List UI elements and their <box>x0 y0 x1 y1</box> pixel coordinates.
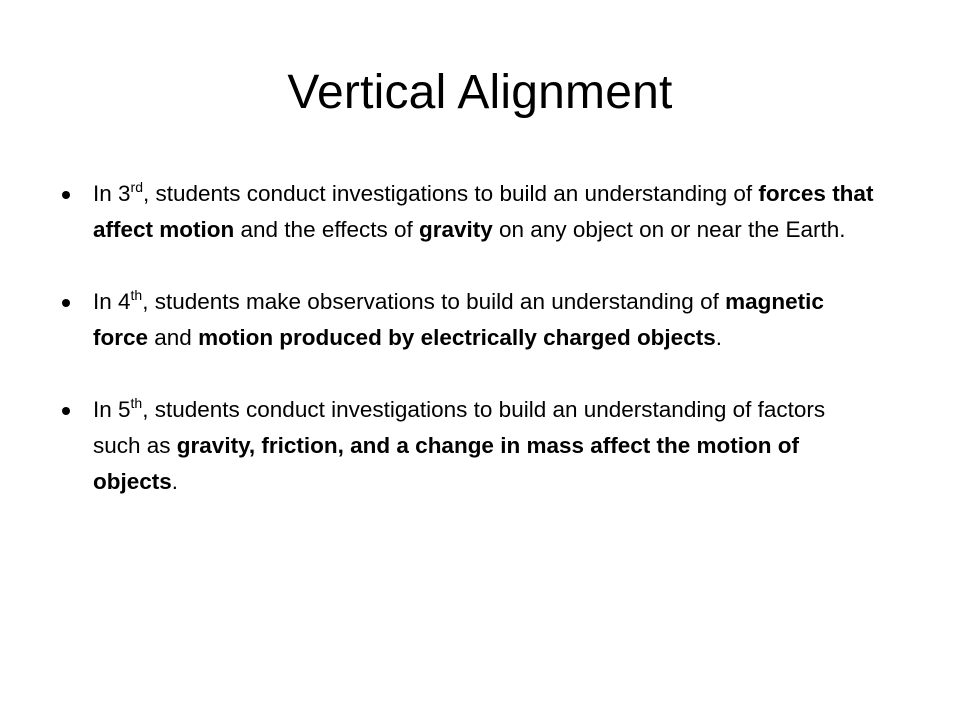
text-segment: , students conduct investigations to build an understanding of factors such as <box>93 397 826 458</box>
text-segment: , students make observations to build an understanding of <box>142 289 726 314</box>
text-segment: . <box>171 469 179 494</box>
text-segment: In 3 <box>93 181 131 206</box>
bullet-text <box>93 181 873 242</box>
text-segment: , students conduct investigations to build an understanding of <box>142 181 759 206</box>
bullet-text <box>93 397 825 494</box>
bullet-item <box>56 284 876 356</box>
bullet-list <box>56 176 876 536</box>
text-segment: and <box>148 325 199 350</box>
bullet-dot-icon <box>62 191 70 199</box>
emphasis-text: motion produced by electrically charged objects <box>198 325 716 350</box>
slide-title: Vertical Alignment <box>287 66 673 119</box>
bullet-text <box>93 289 824 350</box>
bullet-dot-icon <box>62 407 70 415</box>
text-segment: In 5 <box>93 397 131 422</box>
text-segment: on any object on or near the Earth. <box>492 217 846 242</box>
emphasis-text: gravity <box>418 217 493 242</box>
ordinal-suffix: th <box>130 395 143 411</box>
bullet-dot-icon <box>62 299 70 307</box>
bullet-item <box>56 176 876 248</box>
emphasis-text: gravity, friction, and a change in mass affect the motion of objects <box>93 433 799 494</box>
ordinal-suffix: th <box>130 287 143 303</box>
text-segment: . <box>715 325 722 350</box>
text-segment: and the effects of <box>234 217 419 242</box>
emphasis-text: magnetic force <box>93 289 824 350</box>
emphasis-text: forces that affect motion <box>93 181 874 242</box>
text-segment: In 4 <box>93 289 131 314</box>
bullet-item <box>56 392 876 500</box>
ordinal-suffix: rd <box>130 179 143 195</box>
